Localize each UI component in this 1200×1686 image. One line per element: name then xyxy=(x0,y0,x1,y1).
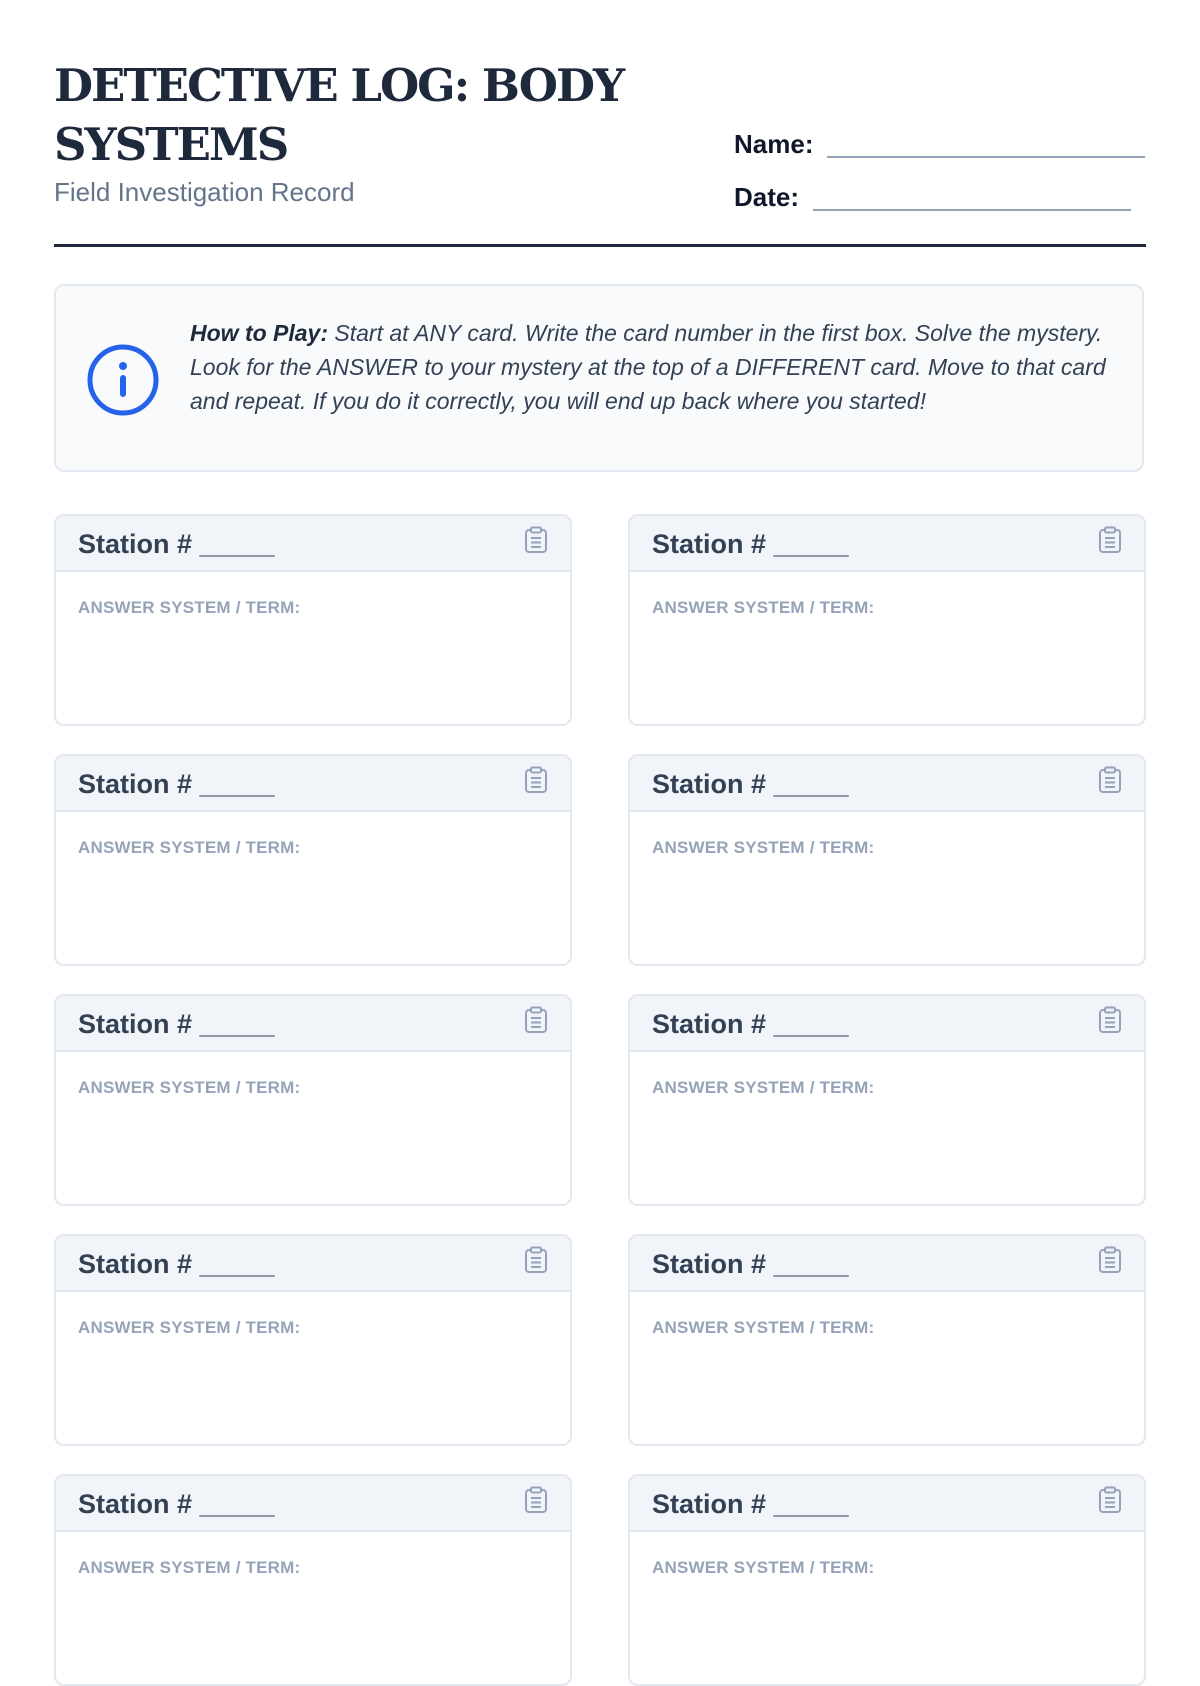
station-number-label: Station # _____ xyxy=(78,1249,275,1279)
station-card-header xyxy=(630,1236,1144,1292)
station-card[interactable] xyxy=(54,514,572,726)
name-label: Name: xyxy=(734,129,814,159)
station-card-header xyxy=(56,516,570,572)
station-number-label: Station # _____ xyxy=(78,769,275,799)
instructions-text xyxy=(190,316,1110,418)
station-number-label: Station # _____ xyxy=(78,529,275,559)
clipboard-icon xyxy=(524,526,548,554)
answer-term-label: ANSWER SYSTEM / TERM: xyxy=(652,838,875,857)
clipboard-icon xyxy=(524,766,548,794)
name-field[interactable] xyxy=(734,126,1145,160)
answer-term-label: ANSWER SYSTEM / TERM: xyxy=(652,598,875,617)
station-number-label: Station # _____ xyxy=(652,1249,849,1279)
info-icon xyxy=(86,343,160,417)
answer-term-label: ANSWER SYSTEM / TERM: xyxy=(78,1318,301,1337)
clipboard-icon xyxy=(1098,1486,1122,1514)
station-card-header xyxy=(56,756,570,812)
station-card[interactable] xyxy=(628,994,1146,1206)
clipboard-icon xyxy=(1098,766,1122,794)
station-card[interactable] xyxy=(54,994,572,1206)
station-card-header xyxy=(56,1476,570,1532)
clipboard-icon xyxy=(524,1006,548,1034)
station-card-header xyxy=(630,1476,1144,1532)
date-field[interactable] xyxy=(734,179,1131,213)
station-number-label: Station # _____ xyxy=(652,1009,849,1039)
how-to-play-box xyxy=(54,284,1144,472)
instructions-lead: How to Play: xyxy=(190,320,329,346)
station-number-label: Station # _____ xyxy=(652,1489,849,1519)
station-card-header xyxy=(630,516,1144,572)
station-number-label: Station # _____ xyxy=(652,529,849,559)
clipboard-icon xyxy=(1098,526,1122,554)
station-card[interactable] xyxy=(628,514,1146,726)
answer-term-label: ANSWER SYSTEM / TERM: xyxy=(78,838,301,857)
date-line[interactable] xyxy=(813,209,1131,211)
answer-term-label: ANSWER SYSTEM / TERM: xyxy=(78,598,301,617)
clipboard-icon xyxy=(524,1246,548,1274)
answer-term-label: ANSWER SYSTEM / TERM: xyxy=(652,1318,875,1337)
station-card[interactable] xyxy=(54,1474,572,1686)
station-card[interactable] xyxy=(54,754,572,966)
page-header xyxy=(54,56,1146,247)
station-number-label: Station # _____ xyxy=(652,769,849,799)
station-card-header xyxy=(56,1236,570,1292)
answer-term-label: ANSWER SYSTEM / TERM: xyxy=(652,1078,875,1097)
station-card-header xyxy=(630,996,1144,1052)
answer-term-label: ANSWER SYSTEM / TERM: xyxy=(78,1078,301,1097)
station-card[interactable] xyxy=(628,1474,1146,1686)
page-title: DETECTIVE LOG: BODY SYSTEMS xyxy=(54,59,624,171)
station-card[interactable] xyxy=(54,1234,572,1446)
clipboard-icon xyxy=(524,1486,548,1514)
name-line[interactable] xyxy=(827,156,1145,158)
clipboard-icon xyxy=(1098,1006,1122,1034)
date-label: Date: xyxy=(734,182,800,212)
instructions-body: Start at ANY card. Write the card number in the first box. Solve the mystery. Look for the ANSWER to your mystery at the top of a DIFFERENT card. Move to that card and repeat. If you do it correctly, you will end up back where you started! xyxy=(190,320,1106,414)
station-card[interactable] xyxy=(628,754,1146,966)
station-number-label: Station # _____ xyxy=(78,1009,275,1039)
clipboard-icon xyxy=(1098,1246,1122,1274)
station-card[interactable] xyxy=(628,1234,1146,1446)
station-card-header xyxy=(56,996,570,1052)
page-subtitle: Field Investigation Record xyxy=(54,177,355,207)
answer-term-label: ANSWER SYSTEM / TERM: xyxy=(78,1558,301,1577)
answer-term-label: ANSWER SYSTEM / TERM: xyxy=(652,1558,875,1577)
station-number-label: Station # _____ xyxy=(78,1489,275,1519)
station-card-header xyxy=(630,756,1144,812)
